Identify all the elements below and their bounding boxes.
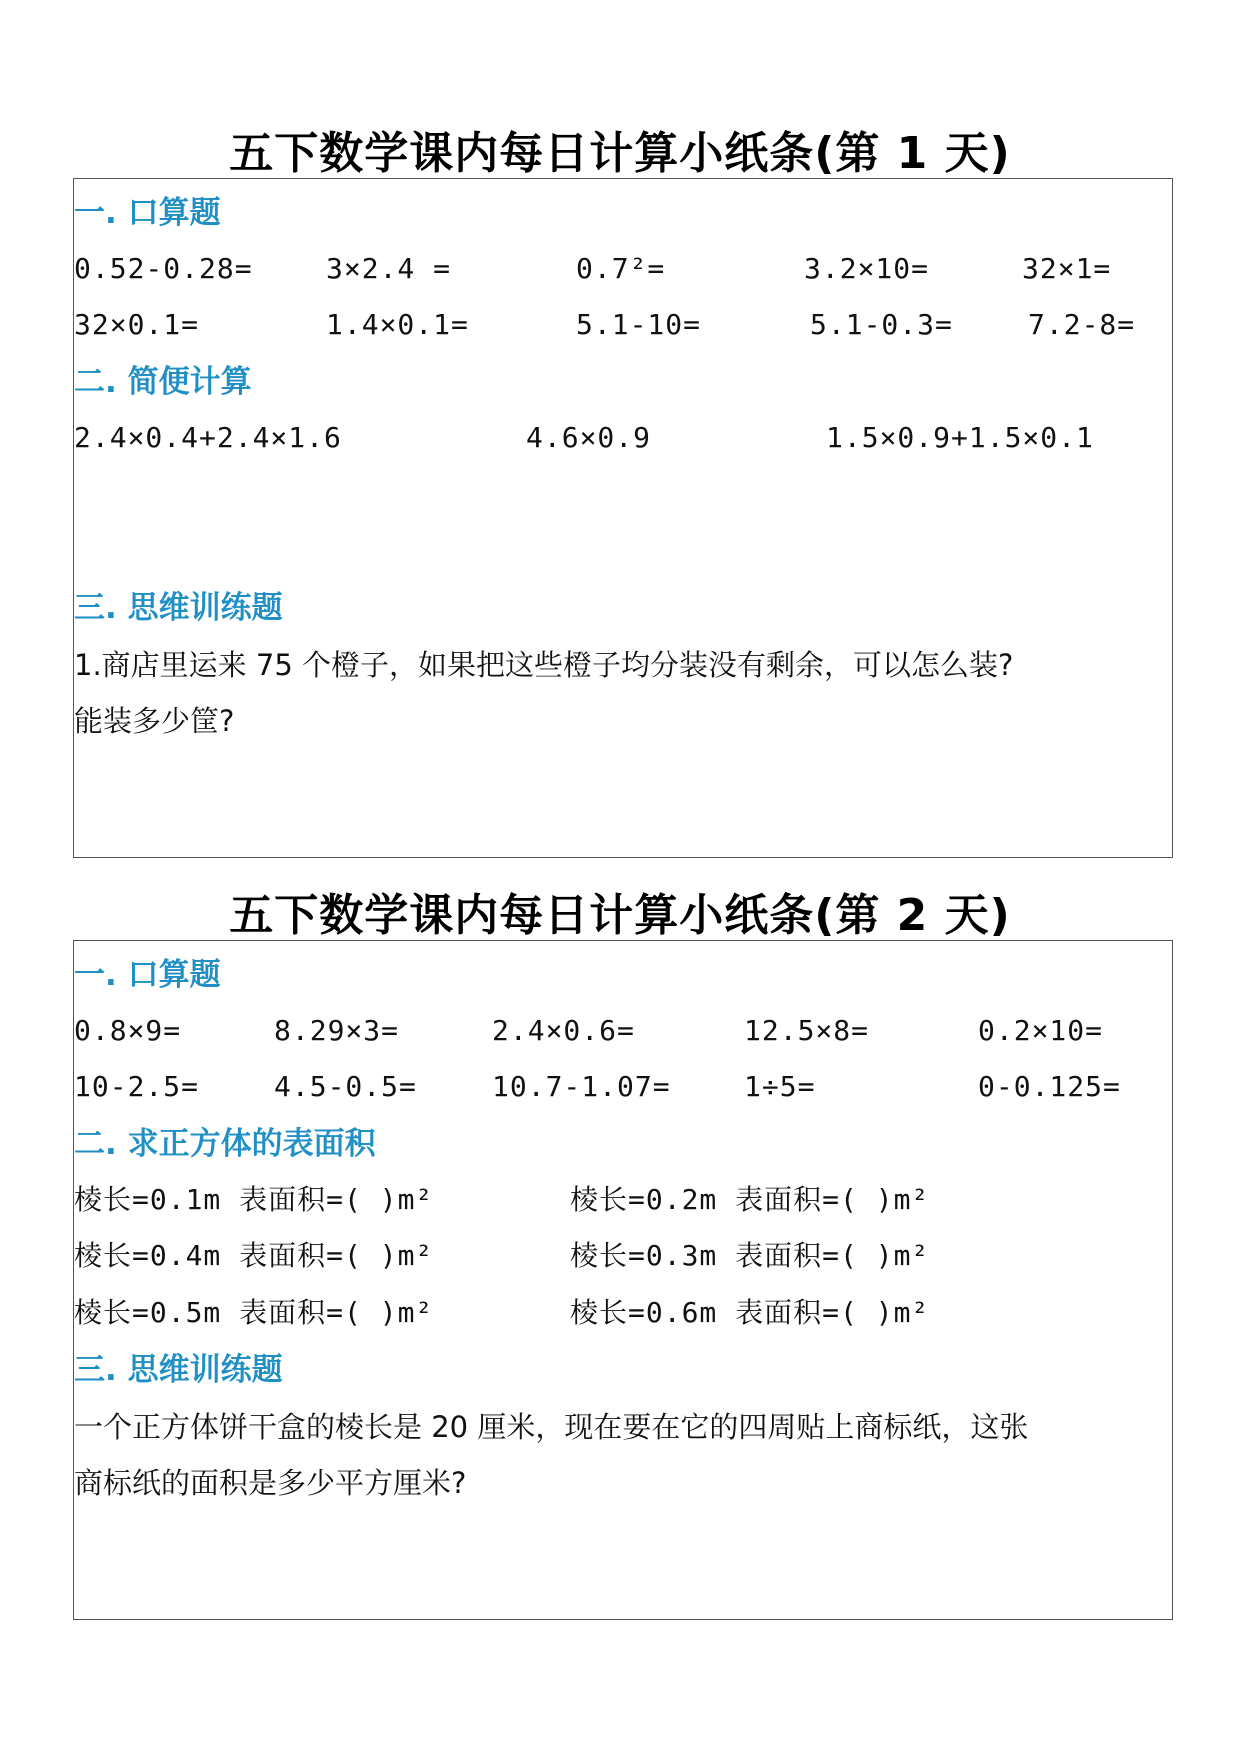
oral-item: 3×2.4 = <box>326 252 452 285</box>
section-oral-heading: 一. 口算题 <box>74 957 221 993</box>
surface-item: 棱长=0.5m 表面积=( )m² <box>74 1296 434 1329</box>
sheet-1-title: 五下数学课内每日计算小纸条(第 1 天) <box>229 128 1011 179</box>
oral-item: 7.2-8= <box>1028 308 1136 341</box>
surface-item: 棱长=0.4m 表面积=( )m² <box>74 1239 434 1272</box>
oral-item: 0.7²= <box>576 252 666 285</box>
surface-item: 棱长=0.3m 表面积=( )m² <box>570 1239 930 1272</box>
oral-item: 0-0.125= <box>978 1070 1121 1103</box>
oral-item: 8.29×3= <box>274 1014 400 1047</box>
sheet-1-box <box>73 178 1173 858</box>
simple-item: 2.4×0.4+2.4×1.6 <box>74 421 342 454</box>
simple-item: 1.5×0.9+1.5×0.1 <box>826 421 1094 454</box>
oral-item: 32×1= <box>1022 252 1112 285</box>
surface-item: 棱长=0.1m 表面积=( )m² <box>74 1183 434 1216</box>
oral-item: 4.5-0.5= <box>274 1070 417 1103</box>
sheet-2-box <box>73 940 1173 1620</box>
oral-item: 12.5×8= <box>744 1014 870 1047</box>
simple-item: 4.6×0.9 <box>526 421 652 454</box>
oral-item: 2.4×0.6= <box>492 1014 635 1047</box>
oral-item: 1.4×0.1= <box>326 308 469 341</box>
section-thinking-heading: 三. 思维训练题 <box>74 1352 283 1388</box>
thinking-line: 商标纸的面积是多少平方厘米? <box>74 1466 467 1500</box>
surface-item: 棱长=0.6m 表面积=( )m² <box>570 1296 930 1329</box>
oral-item: 32×0.1= <box>74 308 200 341</box>
oral-item: 0.8×9= <box>74 1014 182 1047</box>
oral-item: 5.1-10= <box>576 308 702 341</box>
oral-item: 5.1-0.3= <box>810 308 953 341</box>
section-simple-heading: 二. 简便计算 <box>74 364 252 400</box>
oral-item: 1÷5= <box>744 1070 816 1103</box>
section-thinking-heading: 三. 思维训练题 <box>74 590 283 626</box>
oral-item: 10-2.5= <box>74 1070 200 1103</box>
surface-item: 棱长=0.2m 表面积=( )m² <box>570 1183 930 1216</box>
section-oral-heading: 一. 口算题 <box>74 195 221 231</box>
thinking-line: 能装多少筐? <box>74 704 235 738</box>
thinking-line: 一个正方体饼干盒的棱长是 20 厘米，现在要在它的四周贴上商标纸，这张 <box>74 1410 1029 1444</box>
sheet-2-title: 五下数学课内每日计算小纸条(第 2 天) <box>229 890 1011 941</box>
oral-item: 10.7-1.07= <box>492 1070 671 1103</box>
oral-item: 0.2×10= <box>978 1014 1104 1047</box>
oral-item: 3.2×10= <box>804 252 930 285</box>
section-surface-heading: 二. 求正方体的表面积 <box>74 1126 376 1162</box>
thinking-line: 1.商店里运来 75 个橙子，如果把这些橙子均分装没有剩余，可以怎么装? <box>74 648 1014 682</box>
oral-item: 0.52-0.28= <box>74 252 253 285</box>
